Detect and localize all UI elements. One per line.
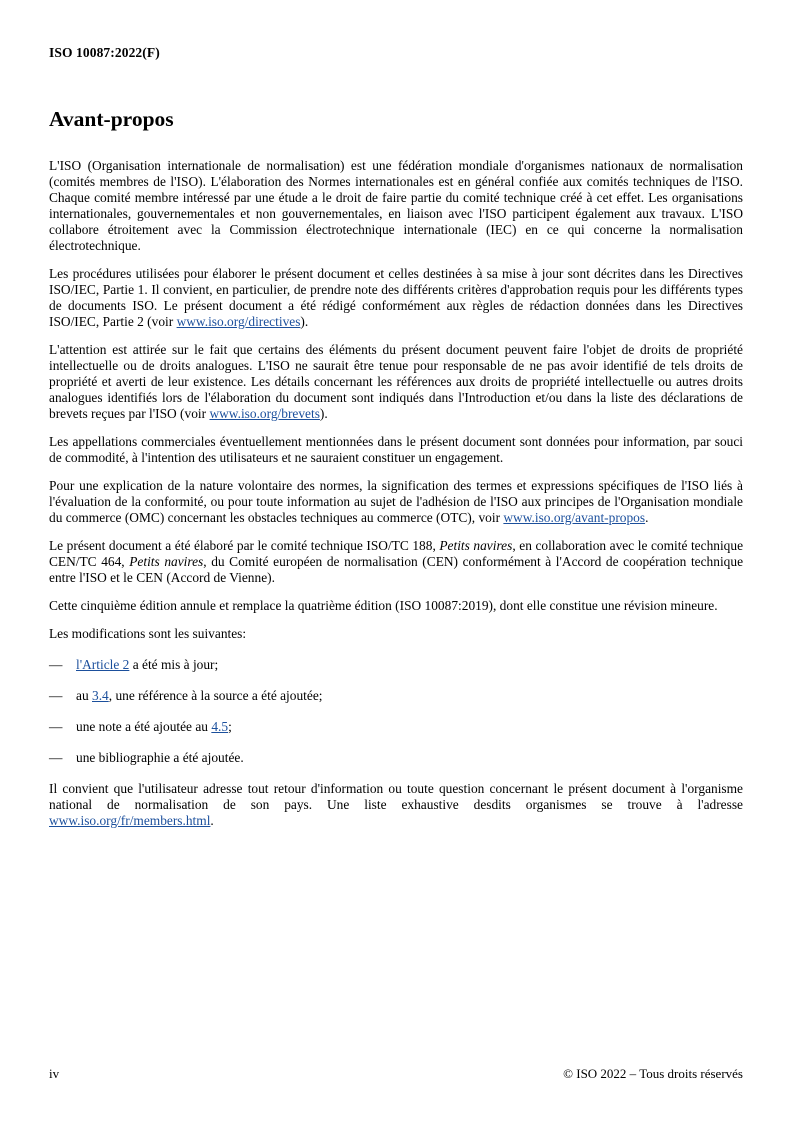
- list-item-text: [76, 657, 743, 673]
- hyperlink[interactable]: www.iso.org/fr/members.html: [49, 813, 211, 828]
- page-footer: [49, 1066, 743, 1082]
- page-number: iv: [49, 1066, 60, 1081]
- text-run: ).: [300, 314, 309, 329]
- hyperlink[interactable]: 4.5: [211, 719, 229, 734]
- text-run: .: [210, 813, 214, 828]
- hyperlink[interactable]: l'Article 2: [76, 657, 130, 672]
- text-run: , en collaboration avec le comité technique CEN/TC 464,: [49, 538, 744, 569]
- paragraph: [49, 538, 743, 586]
- text-run: a été mis à jour;: [129, 657, 219, 672]
- text-run: Il convient que l'utilisateur adresse tout retour d'information ou toute question concernant le présent document à l'organisme national de normalisation de son pays. Une liste exhaustive desdits organismes se trouve à l'adresse: [49, 781, 743, 812]
- paragraph: [49, 598, 743, 614]
- hyperlink[interactable]: 3.4: [92, 688, 109, 703]
- text-run: , une référence à la source a été ajoutée;: [108, 688, 323, 703]
- text-run: Cette cinquième édition annule et remplace la quatrième édition (ISO 10087:2019), dont elle constitue une révision mineure.: [49, 598, 718, 613]
- copyright-notice: © ISO 2022 – Tous droits réservés: [563, 1066, 743, 1081]
- paragraph: [49, 342, 743, 422]
- hyperlink[interactable]: www.iso.org/brevets: [209, 406, 320, 421]
- paragraph: [49, 478, 743, 526]
- list-dash: —: [49, 750, 63, 765]
- text-run: Les procédures utilisées pour élaborer le présent document et celles destinées à sa mise à jour sont décrites dans les Directives ISO/IEC, Partie 1. Il convient, en particulier, de prendre note des différents critères d'approbation requis pour les différents types de documents ISO. Le présent document a été rédigé conformément aux règles de rédaction données dans les Directives ISO/IEC, Partie 2 (voir: [49, 266, 743, 329]
- list-dash: —: [49, 657, 63, 672]
- list-item: [49, 750, 743, 766]
- italic-text: Petits navires: [439, 538, 513, 553]
- list-item-text: [76, 688, 743, 704]
- text-run: L'attention est attirée sur le fait que certains des éléments du présent document peuvent faire l'objet de droits de propriété intellectuelle ou de droits analogues. L'ISO ne saurait être tenue pour responsable de ne pas avoir identifié de tels droits de propriété et averti de leur existence. Les détails concernant les références aux droits de propriété intellectuelle ou autres droits analogues identifiés lors de l'élaboration du document sont indiqués dans l'Introduction et/ou dans la liste des déclarations de brevets reçues par l'ISO (voir: [49, 342, 743, 421]
- paragraph: [49, 626, 743, 642]
- paragraph: [49, 434, 743, 466]
- text-run: au: [76, 688, 92, 703]
- list-item-text: [76, 719, 743, 735]
- body-text: [49, 158, 743, 829]
- paragraph: [49, 781, 743, 829]
- text-run: Le présent document a été élaboré par le comité technique ISO/TC 188,: [49, 538, 440, 553]
- text-run: L'ISO (Organisation internationale de normalisation) est une fédération mondiale d'organismes nationaux de normalisation (comités membres de l'ISO). L'élaboration des Normes internationales est en général confiée aux comités techniques de l'ISO. Chaque comité membre intéressé par une étude a le droit de faire partie du comité technique créé à cet effet. Les organisations internationales, gouvernementales et non gouvernementales, en liaison avec l'ISO participent également aux travaux. L'ISO collabore étroitement avec la Commission électrotechnique internationale (IEC) en ce qui concerne la normalisation électrotechnique.: [49, 158, 743, 253]
- hyperlink[interactable]: www.iso.org/avant-propos: [503, 510, 646, 525]
- list-dash: —: [49, 688, 63, 703]
- paragraph: [49, 266, 743, 330]
- text-run: ).: [319, 406, 328, 421]
- text-run: Les modifications sont les suivantes:: [49, 626, 247, 641]
- text-run: ;: [228, 719, 232, 734]
- list-item: [49, 688, 743, 704]
- text-run: Pour une explication de la nature volontaire des normes, la signification des termes et expressions spécifiques de l'ISO liés à l'évaluation de la conformité, ou pour toute information au sujet de l'adhésion de l'ISO aux principes de l'Organisation mondiale du commerce (OMC) concernant les obstacles techniques au commerce (OTC), voir: [49, 478, 743, 525]
- text-run: une note a été ajoutée au: [76, 719, 212, 734]
- list-item-text: [76, 750, 743, 766]
- paragraph: [49, 158, 743, 254]
- page-title: Avant-propos: [49, 107, 174, 131]
- text-run: , du Comité européen de normalisation (CEN) conformément à l'Accord de coopération technique entre l'ISO et le CEN (Accord de Vienne).: [49, 554, 744, 585]
- text-run: Les appellations commerciales éventuellement mentionnées dans le présent document sont données pour information, par souci de commodité, à l'intention des utilisateurs et ne sauraient constituer un engagement.: [49, 434, 743, 465]
- italic-text: Petits navires: [129, 554, 204, 569]
- text-run: une bibliographie a été ajoutée.: [76, 750, 244, 765]
- list-item: [49, 657, 743, 673]
- hyperlink[interactable]: www.iso.org/directives: [176, 314, 301, 329]
- list-dash: —: [49, 719, 63, 734]
- list-item: [49, 719, 743, 735]
- text-run: .: [645, 510, 649, 525]
- page-content: [49, 107, 743, 841]
- document-reference-header: ISO 10087:2022(F): [49, 45, 160, 60]
